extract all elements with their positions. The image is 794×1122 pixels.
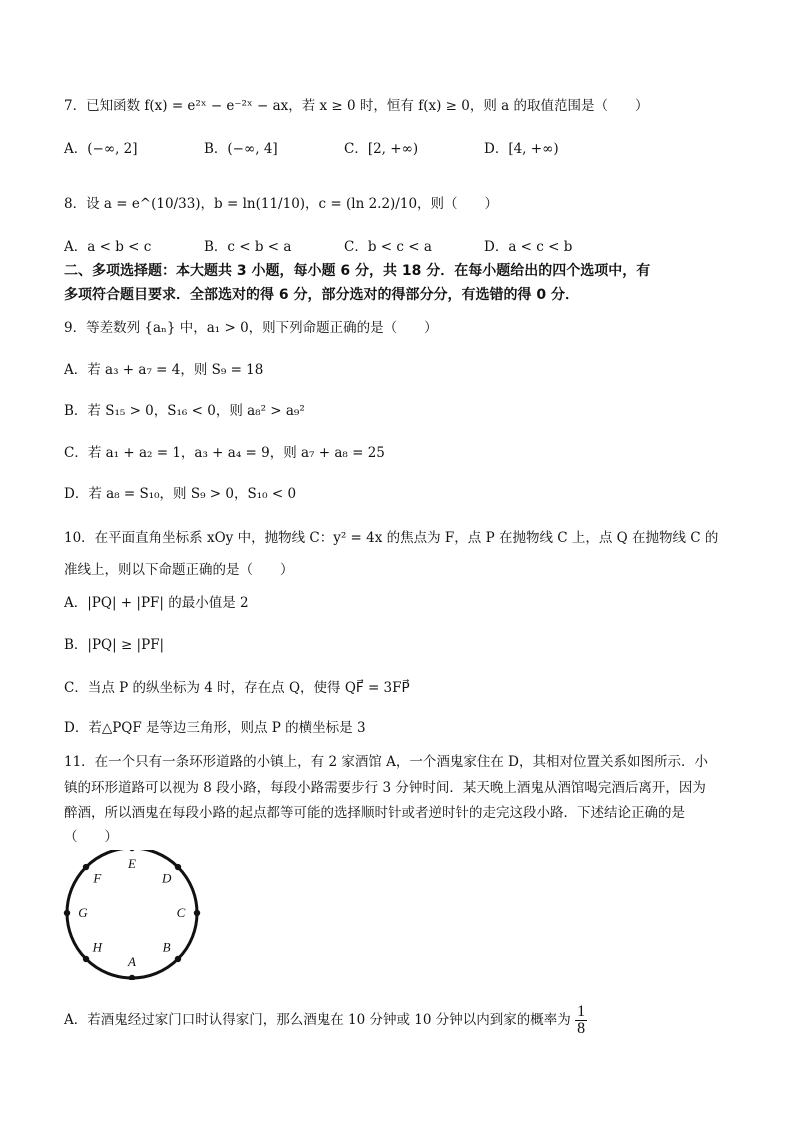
q8-option-c: C．b < c < a: [344, 239, 432, 255]
q9-option-c: C．若 a₁ + a₂ = 1，a₃ + a₄ = 9，则 a₇ + a₈ = 25: [64, 445, 385, 461]
ring-label-a: A: [128, 954, 136, 969]
ring-point-h: [83, 956, 89, 962]
q11-stem-line1: 11．在一个只有一条环形道路的小镇上，有 2 家酒馆 A，一个酒鬼家住在 D，其相对位置关系如图所示．小: [64, 754, 709, 770]
q11-stem-line2: 镇的环形道路可以视为 8 段小路，每段小路需要步行 3 分钟时间．某天晚上酒鬼从酒馆喝完酒后离开，因为: [64, 780, 706, 796]
q10-stem-line1: 10．在平面直角坐标系 xOy 中，抛物线 C：y² = 4x 的焦点为 F，点 P 在抛物线 C 上，点 Q 在抛物线 C 的: [64, 530, 719, 546]
q7-option-d: D．[4, +∞): [484, 141, 559, 157]
ring-point-f: [83, 864, 89, 870]
q7-option-c: C．[2, +∞): [344, 141, 419, 157]
ring-point-e: [129, 850, 135, 851]
ring-point-c: [194, 910, 200, 916]
q11-option-a: [64, 1004, 754, 1037]
ring-label-d: D: [161, 870, 172, 886]
ring-label-h: H: [92, 939, 103, 955]
q10-option-c: C．当点 P 的纵坐标为 4 时，存在点 Q，使得 QF⃗ = 3FP⃗: [64, 680, 410, 696]
q11-option-a-fraction: [575, 1004, 587, 1037]
ring-road-points: [64, 850, 200, 980]
fraction-numerator: 1: [577, 1003, 586, 1020]
q9-option-b: B．若 S₁₅ > 0，S₁₆ < 0，则 a₈² > a₉²: [64, 403, 305, 419]
ring-road-figure: [62, 850, 212, 980]
section2-line2: 多项符合题目要求．全部选对的得 6 分，部分选对的得部分分，有选错的得 0 分．: [64, 287, 579, 303]
ring-label-f: F: [93, 870, 102, 886]
q11-stem-line3: 醉酒，所以酒鬼在每段小路的起点都等可能的选择顺时针或者逆时针的走完这段小路．下述结论正确的是: [64, 805, 685, 821]
q7-stem: 7．已知函数 f(x) = e²ˣ − e⁻²ˣ − ax，若 x ≥ 0 时，恒有 f(x) ≥ 0，则 a 的取值范围是（ ）: [64, 98, 649, 114]
section2-line1: 二、多项选择题：本大题共 3 小题，每小题 6 分，共 18 分．在每小题给出的四个选项中，有: [64, 263, 651, 279]
ring-label-e: E: [128, 856, 136, 871]
q10-stem-line2: 准线上，则以下命题正确的是（ ）: [64, 562, 294, 578]
q10-option-a: A．|PQ| + |PF| 的最小值是 2: [64, 595, 249, 611]
ring-label-g: G: [78, 905, 88, 920]
q9-option-a: A．若 a₃ + a₇ = 4，则 S₉ = 18: [64, 362, 264, 378]
q8-stem: 8．设 a = e^(10/33)，b = ln(11/10)，c = (ln 2.2)/10，则（ ）: [64, 196, 499, 212]
q9-stem: 9．等差数列 {aₙ} 中，a₁ > 0，则下列命题正确的是（ ）: [64, 320, 438, 336]
q8-option-b: B．c < b < a: [204, 239, 292, 255]
q9-option-d: D．若 a₈ = S₁₀，则 S₉ > 0，S₁₀ < 0: [64, 486, 297, 502]
q10-option-b: B．|PQ| ≥ |PF|: [64, 637, 165, 653]
q8-option-d: D．a < c < b: [484, 239, 573, 255]
fraction-denominator: 8: [577, 1020, 586, 1037]
ring-point-g: [64, 910, 70, 916]
q11-option-a-text: A．若酒鬼经过家门口时认得家门，那么酒鬼在 10 分钟或 10 分钟以内到家的概率为: [64, 1012, 571, 1028]
q8-option-a: A．a < b < c: [64, 239, 152, 255]
ring-point-d: [175, 864, 181, 870]
ring-point-a: [129, 975, 135, 980]
ring-point-b: [175, 956, 181, 962]
q7-option-a: A．(−∞, 2]: [64, 141, 138, 157]
ring-label-c: C: [176, 905, 186, 920]
q11-stem-line4: （ ）: [64, 829, 118, 845]
q10-option-d: D．若△PQF 是等边三角形，则点 P 的横坐标是 3: [64, 720, 366, 736]
q7-option-b: B．(−∞, 4]: [204, 141, 278, 157]
ring-label-b: B: [162, 939, 171, 955]
